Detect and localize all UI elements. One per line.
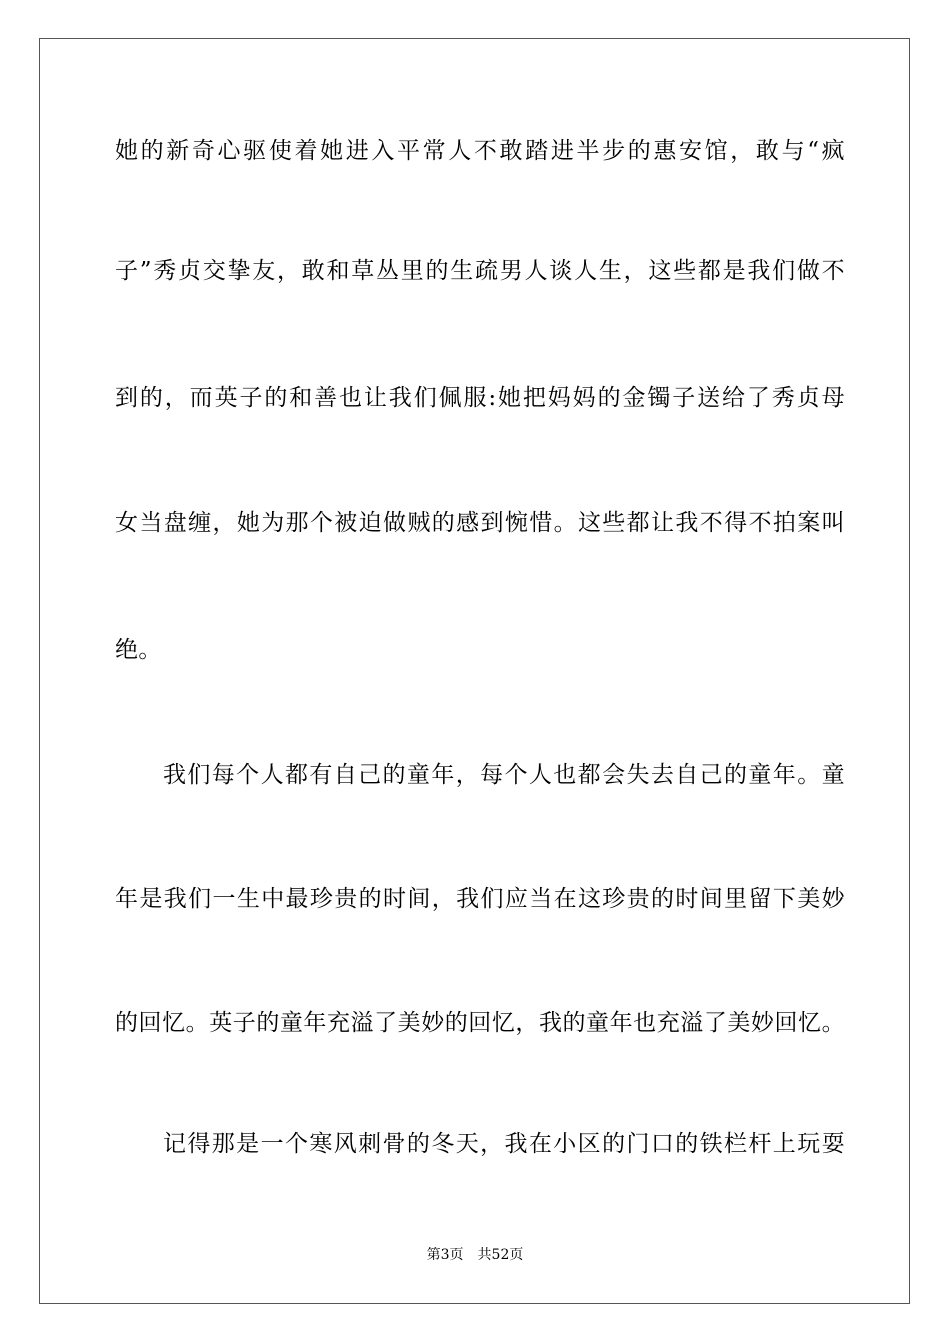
text-line-9: 记得那是一个寒风刺骨的冬天，我在小区的门口的铁栏杆上玩耍 xyxy=(163,1131,845,1157)
text-line-7: 年是我们一生中最珍贵的时间，我们应当在这珍贵的时间里留下美妙 xyxy=(115,886,845,912)
text-line-5: 绝。 xyxy=(115,637,162,663)
page-footer xyxy=(0,1246,950,1264)
page-border xyxy=(39,38,910,1304)
text-line-4: 女当盘缠，她为那个被迫做贼的感到惋惜。这些都让我不得不拍案叫 xyxy=(115,510,845,536)
text-line-1: 她的新奇心驱使着她进入平常人不敢踏进半步的惠安馆，敢与“疯 xyxy=(115,138,845,164)
text-line-2: 子”秀贞交挚友，敢和草丛里的生疏男人谈人生，这些都是我们做不 xyxy=(115,258,845,284)
page-total: 共52页 xyxy=(477,1247,524,1263)
text-line-3: 到的，而英子的和善也让我们佩服:她把妈妈的金镯子送给了秀贞母 xyxy=(115,385,845,411)
text-line-6: 我们每个人都有自己的童年，每个人也都会失去自己的童年。童 xyxy=(163,762,845,788)
page-number: 第3页 xyxy=(426,1247,464,1263)
text-line-8: 的回忆。英子的童年充溢了美妙的回忆，我的童年也充溢了美妙回忆。 xyxy=(115,1010,845,1036)
